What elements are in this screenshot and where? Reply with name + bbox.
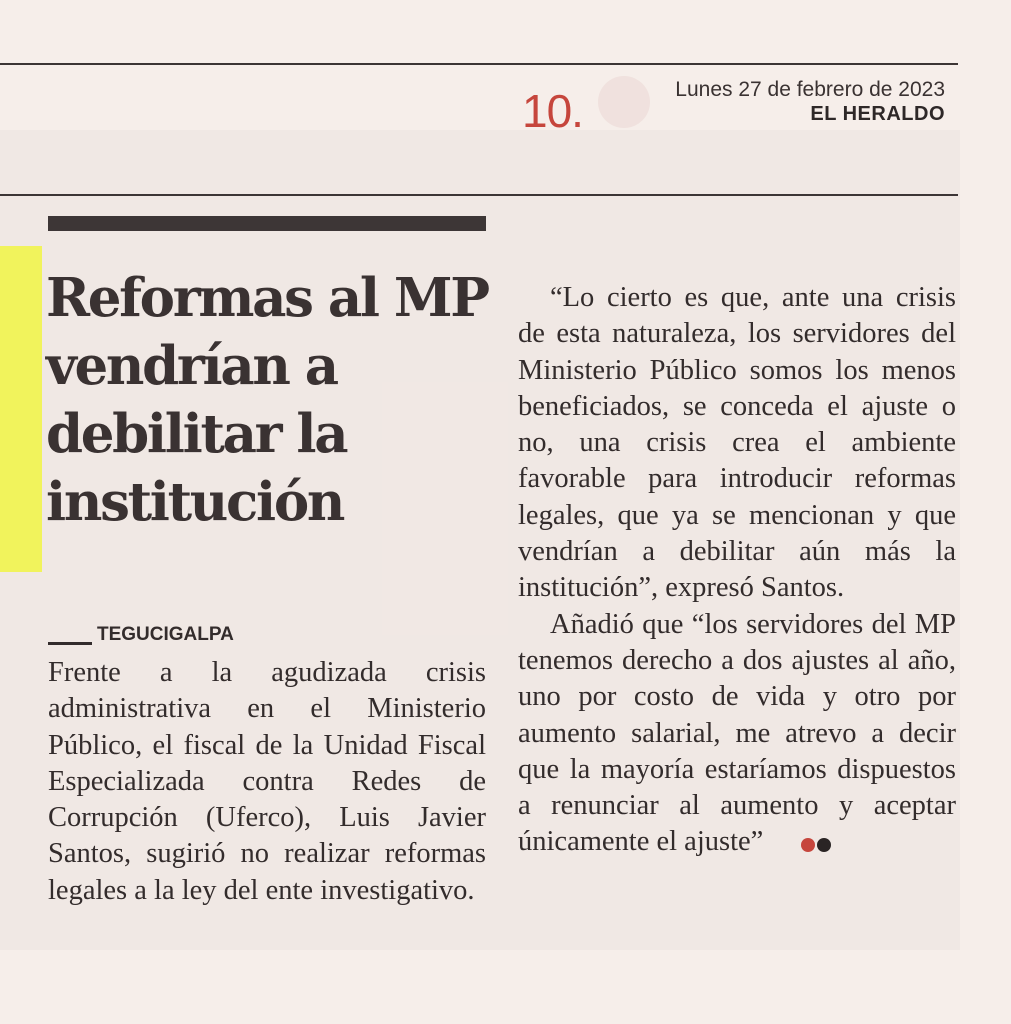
dateline-dash (48, 642, 92, 645)
end-dot-dark-icon (817, 838, 831, 852)
end-dot-red-icon (801, 838, 815, 852)
article-column-right (518, 280, 956, 862)
article-column-left (48, 655, 486, 909)
closing-paragraph-text: Añadió que “los servidores del MP tenemos derecho a dos ajustes al año, uno por costo de vida y otro por aumento salarial, me atrevo a decir que la mayoría estaríamos dispuestos a renunciar al aumento y aceptar únicamente el ajuste” (518, 608, 956, 858)
lead-paragraph: Frente a la agudizada crisis administrativa en el Ministerio Público, el fiscal de la Unidad Fiscal Especializada contra Redes de Corrupción (Uferco), Luis Javier Santos, sugirió no realizar reformas legales a la ley del ente investigativo. (48, 657, 486, 906)
issue-date: Lunes 27 de febrero de 2023 (675, 78, 945, 101)
header-top-rule (0, 63, 958, 65)
highlighter-mark (0, 246, 42, 572)
publication-name: EL HERALDO (810, 103, 945, 125)
header-bottom-rule (0, 194, 958, 196)
page-number-ornament (598, 76, 650, 128)
article-dateline: TEGUCIGALPA (97, 624, 234, 645)
quote-paragraph (518, 280, 956, 607)
quote-paragraph-text: “Lo cierto es que, ante una crisis de esta naturaleza, los servidores del Ministerio Público somos los menos beneficiados, se conceda el ajuste o no, una crisis crea el ambiente favorable para introducir reformas legales, que ya se mencionan y que vendrían a debilitar aún más la institución”, expresó Santos. (518, 282, 956, 604)
headline-rule (48, 216, 486, 231)
article-headline: Reformas al MP vendrían a debilitar la institución (46, 267, 488, 533)
closing-paragraph (518, 607, 956, 862)
end-of-article-marks (769, 826, 833, 862)
page-number: 10. (522, 85, 583, 137)
